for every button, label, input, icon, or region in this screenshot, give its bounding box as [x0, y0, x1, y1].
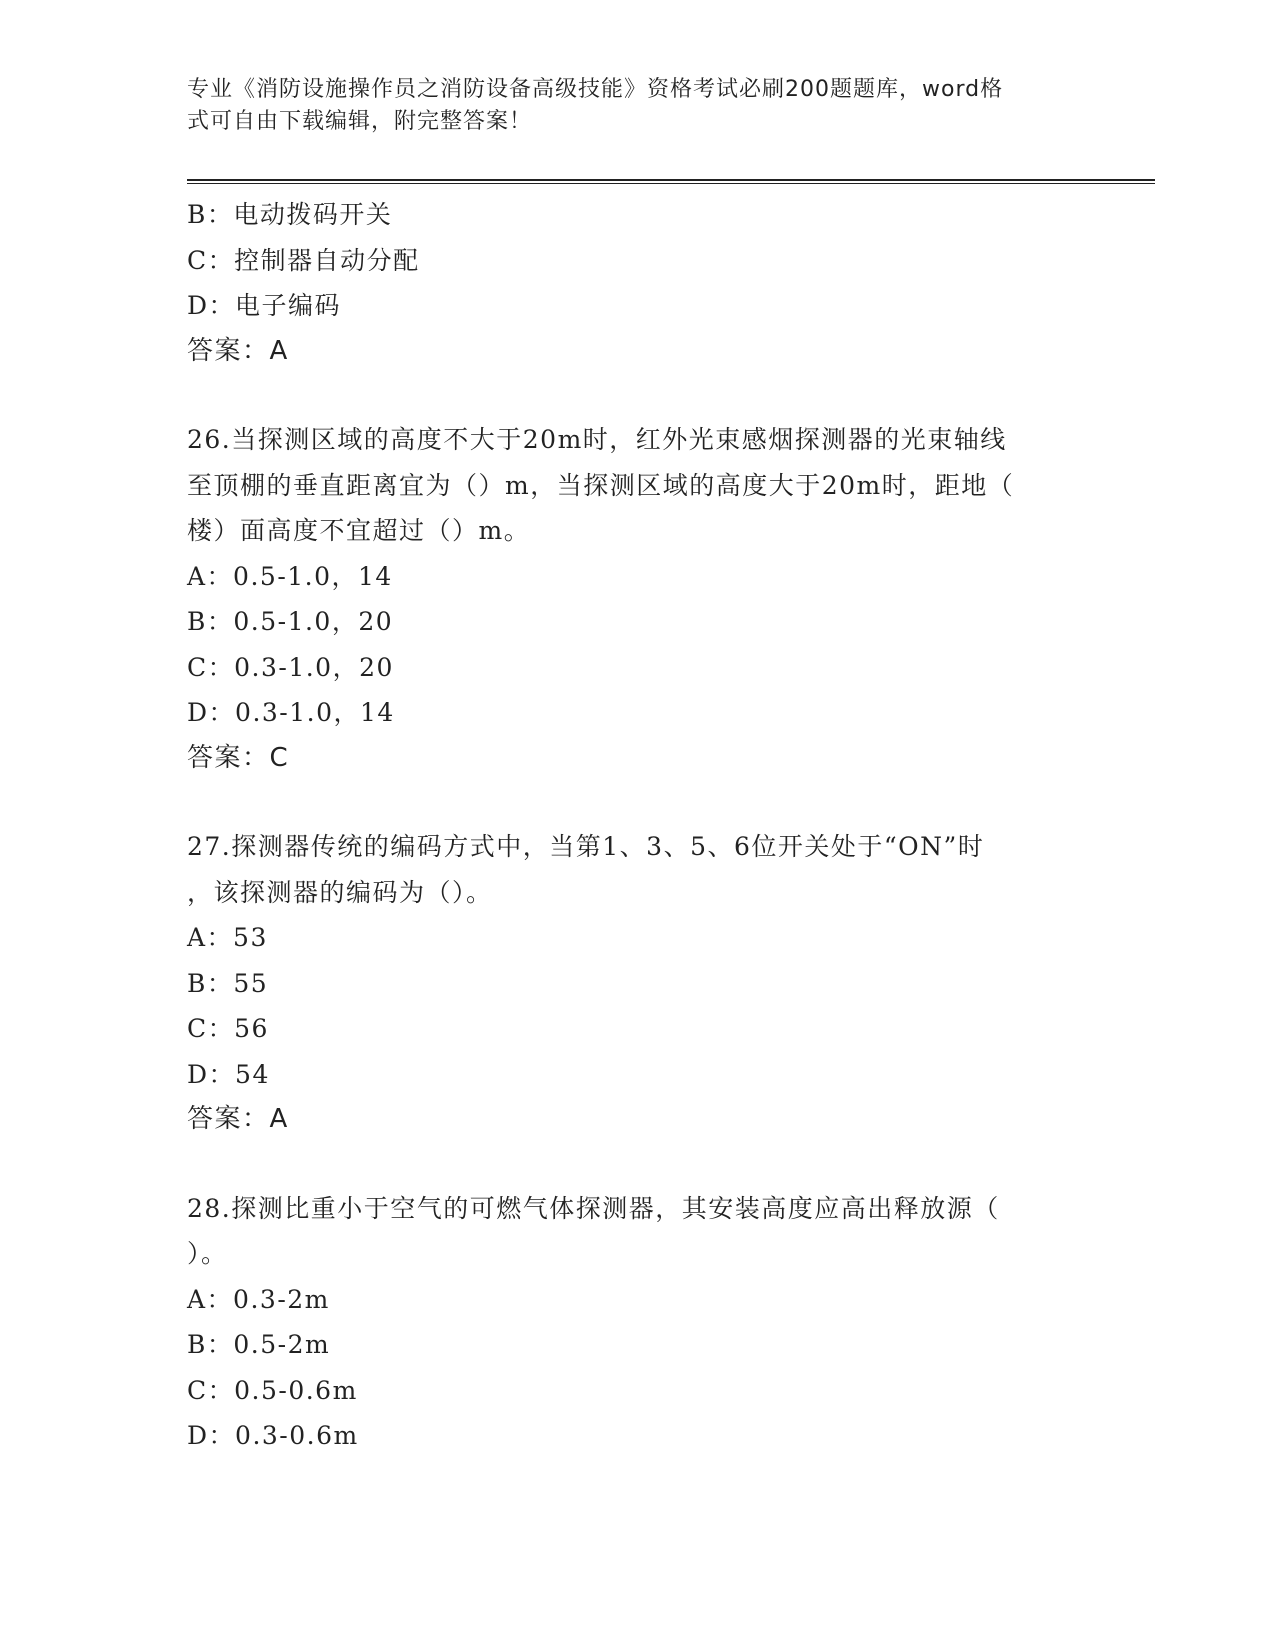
question-text-line-2: 至顶棚的垂直距离宜为（）m，当探测区域的高度大于20m时，距地（: [187, 470, 1015, 500]
question-text-line-1: 27.探测器传统的编码方式中，当第1、3、5、6位开关处于“ON”时: [187, 832, 985, 861]
question-text-line-1: 28.探测比重小于空气的可燃气体探测器，其安装高度应高出释放源（: [187, 1193, 1000, 1223]
question-25: [187, 192, 1087, 374]
question-text-line-2: ）。: [187, 1239, 228, 1268]
option-d: D：电子编码: [187, 291, 342, 320]
header-rule-thin: [187, 183, 1155, 184]
option-b: B：电动拨码开关: [187, 200, 393, 229]
question-26: [187, 417, 1087, 781]
option-a: A：53: [187, 923, 268, 952]
spacer: [187, 374, 1087, 417]
question-list: [187, 192, 1087, 1459]
option-a: A：0.5-1.0，14: [187, 561, 393, 591]
page-header: [187, 74, 1067, 138]
header-rule-thick: [187, 179, 1155, 181]
header-line-1: 专业《消防设施操作员之消防设备高级技能》资格考试必刷200题题库，word格: [187, 77, 1004, 102]
option-d: D：54: [187, 1059, 270, 1089]
question-text-line-3: 楼）面高度不宜超过（）m。: [187, 516, 531, 545]
question-text-line-2: ，该探测器的编码为（）。: [187, 877, 493, 907]
option-c: C：0.3-1.0，20: [187, 652, 394, 682]
question-27: [187, 824, 1087, 1143]
option-c: C：0.5-0.6m: [187, 1375, 358, 1405]
spacer: [187, 1143, 1087, 1186]
option-a: A：0.3-2m: [187, 1284, 330, 1314]
answer-line: 答案：A: [187, 1104, 289, 1134]
question-text-line-1: 26.当探测区域的高度不大于20m时，红外光束感烟探测器的光束轴线: [187, 425, 1007, 454]
option-c: C：56: [187, 1014, 269, 1043]
header-line-2: 式可自由下载编辑，附完整答案！: [187, 109, 533, 134]
option-d: D：0.3-1.0，14: [187, 698, 395, 727]
option-d: D：0.3-0.6m: [187, 1421, 359, 1450]
answer-line: 答案：C: [187, 742, 290, 773]
spacer: [187, 781, 1087, 824]
option-b: B：0.5-1.0，20: [187, 607, 394, 636]
question-28: [187, 1186, 1087, 1459]
option-b: B：55: [187, 968, 269, 998]
option-b: B：0.5-2m: [187, 1330, 331, 1359]
option-c: C：控制器自动分配: [187, 245, 420, 275]
answer-line: 答案：A: [187, 335, 289, 366]
